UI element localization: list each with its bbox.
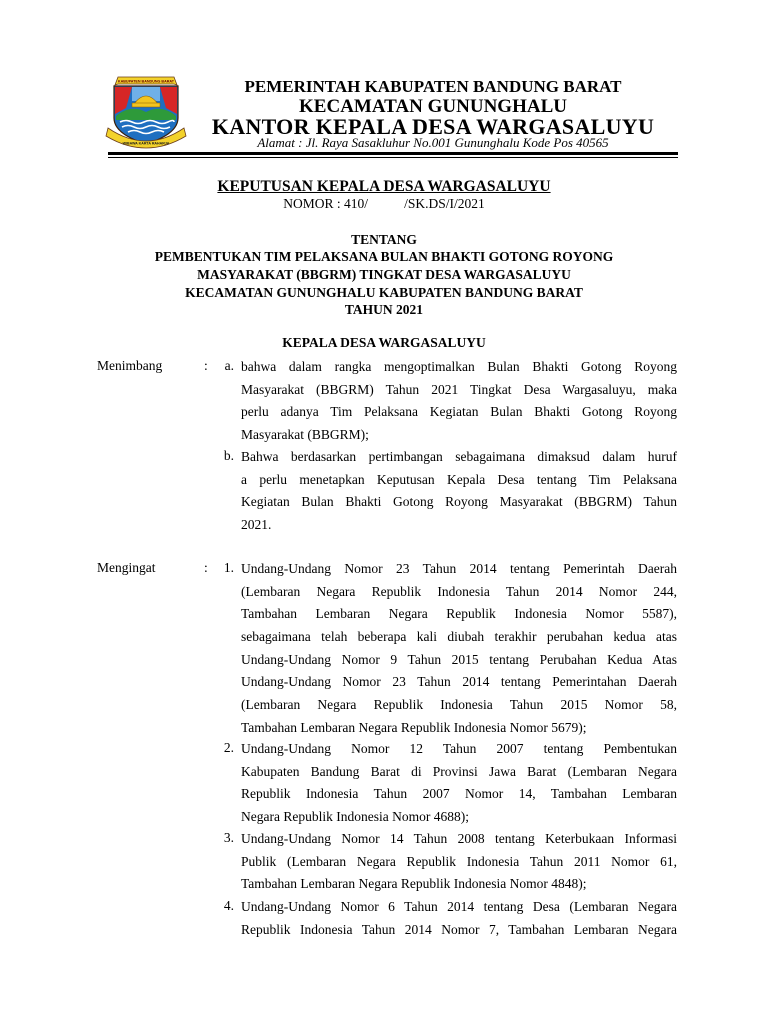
emblem-bottom-ribbon-text: WIBAWA KARTA RAHARJA bbox=[122, 141, 170, 146]
decree-number-right: /SK.DS/I/2021 bbox=[404, 196, 485, 211]
mengingat-label: Mengingat bbox=[97, 560, 156, 575]
mengingat-item-marker: 3. bbox=[223, 830, 234, 845]
paragraph-line: Masyarakat (BBGRM); bbox=[241, 427, 369, 443]
paragraph-line: Negara Republik Indonesia Nomor 4688); bbox=[241, 809, 469, 825]
decree-subject-line: MASYARAKAT (BBGRM) TINGKAT DESA WARGASALUYU bbox=[197, 267, 571, 282]
paragraph-line: Undang-Undang Nomor 12 Tahun 2007 tentang Pembentukan bbox=[241, 741, 677, 756]
bandung-barat-emblem bbox=[104, 74, 188, 152]
paragraph-line: Bahwa berdasarkan pertimbangan sebagaimana dimaksud dalam huruf bbox=[241, 449, 677, 464]
paragraph-line: Masyarakat (BBGRM) Tahun 2021 Tingkat Desa Wargasaluyu, maka bbox=[241, 381, 677, 397]
mengingat-item bbox=[241, 828, 677, 896]
paragraph-line: Undang-Undang Nomor 23 Tahun 2014 tentang Pemerintah Daerah bbox=[241, 561, 677, 576]
mengingat-item-marker: 1. bbox=[223, 560, 234, 575]
paragraph-line: Undang-Undang Nomor 9 Tahun 2015 tentang Perubahan Kedua Atas bbox=[241, 651, 677, 667]
paragraph-line: 2021. bbox=[241, 517, 272, 533]
letterhead-address: Alamat : Jl. Raya Sasakluhur No.001 Gununghalu Kode Pos 40565 bbox=[257, 135, 609, 150]
paragraph-line: Publik (Lembaran Negara Republik Indonesia Tahun 2011 Nomor 61, bbox=[241, 853, 677, 869]
decree-about: TENTANG bbox=[351, 232, 417, 247]
paragraph-line: Undang-Undang Nomor 14 Tahun 2008 tentang Keterbukaan Informasi bbox=[241, 831, 677, 846]
menimbang-item bbox=[241, 356, 677, 447]
letterhead-district: KECAMATAN GUNUNGHALU bbox=[299, 96, 567, 117]
paragraph-line: bahwa dalam rangka mengoptimalkan Bulan Bhakti Gotong Royong bbox=[241, 359, 677, 374]
decree-title: KEPUTUSAN KEPALA DESA WARGASALUYU bbox=[217, 178, 551, 195]
paragraph-line: Kabupaten Bandung Barat di Provinsi Jawa Barat (Lembaran Negara bbox=[241, 763, 677, 779]
mengingat-colon: : bbox=[204, 560, 208, 575]
paragraph-line: sebagaimana telah beberapa kali diubah terakhir perubahan kedua atas bbox=[241, 629, 677, 645]
mengingat-item bbox=[241, 558, 677, 740]
paragraph-line: Undang-Undang Nomor 23 Tahun 2014 tentang Pemerintahan Daerah bbox=[241, 674, 677, 690]
mengingat-item-marker: 2. bbox=[223, 740, 234, 755]
emblem-dome-base bbox=[132, 103, 160, 107]
mengingat-item bbox=[241, 738, 677, 829]
paragraph-line: Undang-Undang Nomor 6 Tahun 2014 tentang Desa (Lembaran Negara bbox=[241, 899, 677, 914]
menimbang-item-marker: b. bbox=[223, 448, 234, 463]
paragraph-line: Republik Indonesia Tahun 2014 Nomor 7, Tambahan Lembaran Negara bbox=[241, 921, 677, 937]
paragraph-line: Tambahan Lembaran Negara Republik Indonesia Nomor 5587), bbox=[241, 606, 677, 622]
letterhead-office: KANTOR KEPALA DESA WARGASALUYU bbox=[211, 114, 655, 139]
paragraph-line: (Lembaran Negara Republik Indonesia Tahun 2014 Nomor 244, bbox=[241, 583, 677, 599]
decree-authority: KEPALA DESA WARGASALUYU bbox=[282, 335, 486, 350]
decree-number bbox=[100, 196, 668, 212]
mengingat-item-marker: 4. bbox=[223, 898, 234, 913]
emblem-top-ribbon-text: KABUPATEN BANDUNG BARAT bbox=[117, 79, 175, 84]
letterhead-divider-thin bbox=[108, 157, 678, 158]
paragraph-line: perlu adanya Tim Pelaksana Kegiatan Bulan Bhakti Gotong Royong bbox=[241, 404, 677, 420]
decree-number-left: NOMOR : 410/ bbox=[283, 196, 369, 211]
paragraph-line: Republik Indonesia Tahun 2007 Nomor 14, Tambahan Lembaran bbox=[241, 786, 677, 802]
paragraph-line: (Lembaran Negara Republik Indonesia Tahun 2015 Nomor 58, bbox=[241, 697, 677, 713]
menimbang-item bbox=[241, 446, 677, 537]
letterhead-government: PEMERINTAH KABUPATEN BANDUNG BARAT bbox=[244, 77, 622, 96]
letterhead-divider-thick bbox=[108, 152, 678, 155]
decree-subject-line: KECAMATAN GUNUNGHALU KABUPATEN BANDUNG BARAT bbox=[185, 285, 583, 300]
decree-subject-line: TAHUN 2021 bbox=[344, 302, 424, 317]
menimbang-colon: : bbox=[204, 358, 208, 373]
paragraph-line: a perlu menetapkan Keputusan Kepala Desa tentang Tim Pelaksana bbox=[241, 471, 677, 487]
mengingat-item bbox=[241, 896, 677, 941]
paragraph-line: Tambahan Lembaran Negara Republik Indonesia Nomor 4848); bbox=[241, 876, 587, 892]
menimbang-label: Menimbang bbox=[97, 358, 163, 373]
paragraph-line: Tambahan Lembaran Negara Republik Indonesia Nomor 5679); bbox=[241, 719, 587, 735]
decree-subject-line: PEMBENTUKAN TIM PELAKSANA BULAN BHAKTI GOTONG ROYONG bbox=[154, 249, 614, 264]
menimbang-item-marker: a. bbox=[224, 358, 234, 373]
paragraph-line: Kegiatan Bulan Bhakti Gotong Royong Masyarakat (BBGRM) Tahun bbox=[241, 494, 677, 510]
